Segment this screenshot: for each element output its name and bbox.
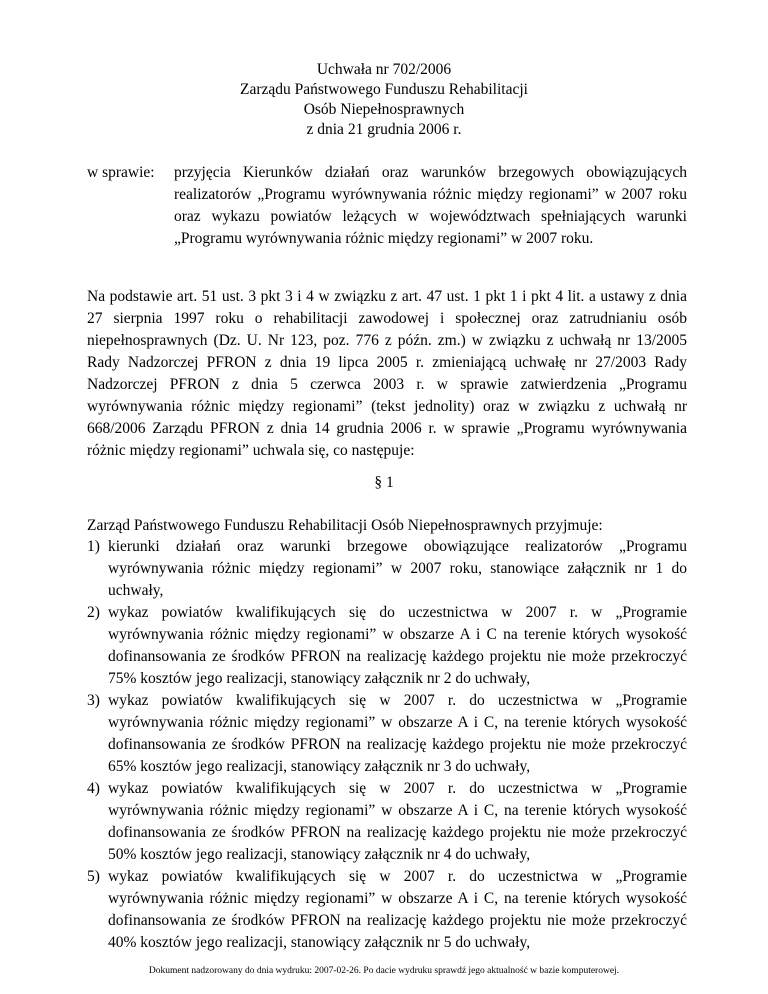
issuer-line-2: Osób Niepełnosprawnych <box>303 101 465 118</box>
resolution-number: Uchwała nr 702/2006 <box>316 61 452 78</box>
list-item-text: wykaz powiatów kwalifikujących się w 2007 r. do uczestnictwa w „Programie wyrównywania różnic między regionami” w obszarze A i C, na terenie których wysokość dofinansowania ze środków PFRON na realizację każdego projektu nie może przekroczyć 40% kosztów jego realizacji, stanowiący załącznik nr 5 do uchwały, <box>108 868 687 951</box>
list-item-text: wykaz powiatów kwalifikujących się w 2007 r. do uczestnictwa w „Programie wyrównywania różnic między regionami” w obszarze A i C, na terenie których wysokość dofinansowania ze środków PFRON na realizację każdego projektu nie może przekroczyć 65% kosztów jego realizacji, stanowiący załącznik nr 3 do uchwały, <box>108 692 687 775</box>
list-item-number: 2) <box>87 604 100 621</box>
list-item-number: 1) <box>87 538 100 555</box>
resolution-header <box>0 60 768 140</box>
list-item-text: kierunki działań oraz warunki brzegowe obowiązujące realizatorów „Programu wyrównywania różnic między regionami” w 2007 roku, stanowiące załącznik nr 1 do uchwały, <box>108 538 687 599</box>
list-item-text: wykaz powiatów kwalifikujących się w 2007 r. do uczestnictwa w „Programie wyrównywania różnic między regionami” w obszarze A i C, na terenie których wysokość dofinansowania ze środków PFRON na realizację każdego projektu nie może przekroczyć 50% kosztów jego realizacji, stanowiący załącznik nr 4 do uchwały, <box>108 780 687 863</box>
list-item-text: wykaz powiatów kwalifikujących się do uczestnictwa w 2007 r. w „Programie wyrównywania różnic między regionami” w obszarze A i C na terenie których wysokość dofinansowania ze środków PFRON na realizację każdego projektu nie może przekroczyć 75% kosztów jego realizacji, stanowiący załącznik nr 2 do uchwały, <box>108 604 687 687</box>
list-item-number: 3) <box>87 692 100 709</box>
intro-paragraph: Zarząd Państwowego Funduszu Rehabilitacji Osób Niepełnosprawnych przyjmuje: <box>87 517 603 534</box>
list-item <box>87 602 687 690</box>
legal-basis-paragraph: Na podstawie art. 51 ust. 3 pkt 3 i 4 w związku z art. 47 ust. 1 pkt 1 i pkt 4 lit. a ustawy z dnia 27 sierpnia 1997 roku o rehabilitacji zawodowej i społecznej oraz zatrudnianiu osób niepełnosprawnych (Dz. U. Nr 123, poz. 776 z późn. zm.) w związku z uchwałą nr 13/2005 Rady Nadzorczej PFRON z dnia 19 lipca 2005 r. zmieniającą uchwałę nr 27/2003 Rady Nadzorczej PFRON z dnia 5 czerwca 2003 r. w sprawie zatwierdzenia „Programu wyrównywania różnic między regionami” (tekst jednolity) oraz w związku z uchwałą nr 668/2006 Zarządu PFRON z dnia 14 grudnia 2006 r. w sprawie „Programu wyrównywania różnic między regionami” uchwala się, co następuje: <box>87 288 687 459</box>
list-item <box>87 866 687 954</box>
list-item <box>87 778 687 866</box>
list-item <box>87 536 687 602</box>
list-item-number: 5) <box>87 868 100 885</box>
resolution-date: z dnia 21 grudnia 2006 r. <box>306 121 462 138</box>
print-footer-notice: Dokument nadzorowany do dnia wydruku: 2007-02-26. Po dacie wydruku sprawdź jego aktualność w bazie komputerowej. <box>148 966 620 976</box>
resolution-items-list <box>87 536 687 954</box>
subject-label: w sprawie: <box>87 164 155 181</box>
list-item <box>87 690 687 778</box>
section-mark: § 1 <box>374 474 394 491</box>
list-item-number: 4) <box>87 780 100 797</box>
issuer-line-1: Zarządu Państwowego Funduszu Rehabilitacji <box>240 81 528 98</box>
subject-text: przyjęcia Kierunków działań oraz warunków brzegowych obowiązujących realizatorów „Programu wyrównywania różnic między regionami” w 2007 roku oraz wykazu powiatów leżących w województwach spełniających warunki „Programu wyrównywania różnic między regionami” w 2007 roku. <box>174 164 687 247</box>
subject-block <box>87 162 687 250</box>
